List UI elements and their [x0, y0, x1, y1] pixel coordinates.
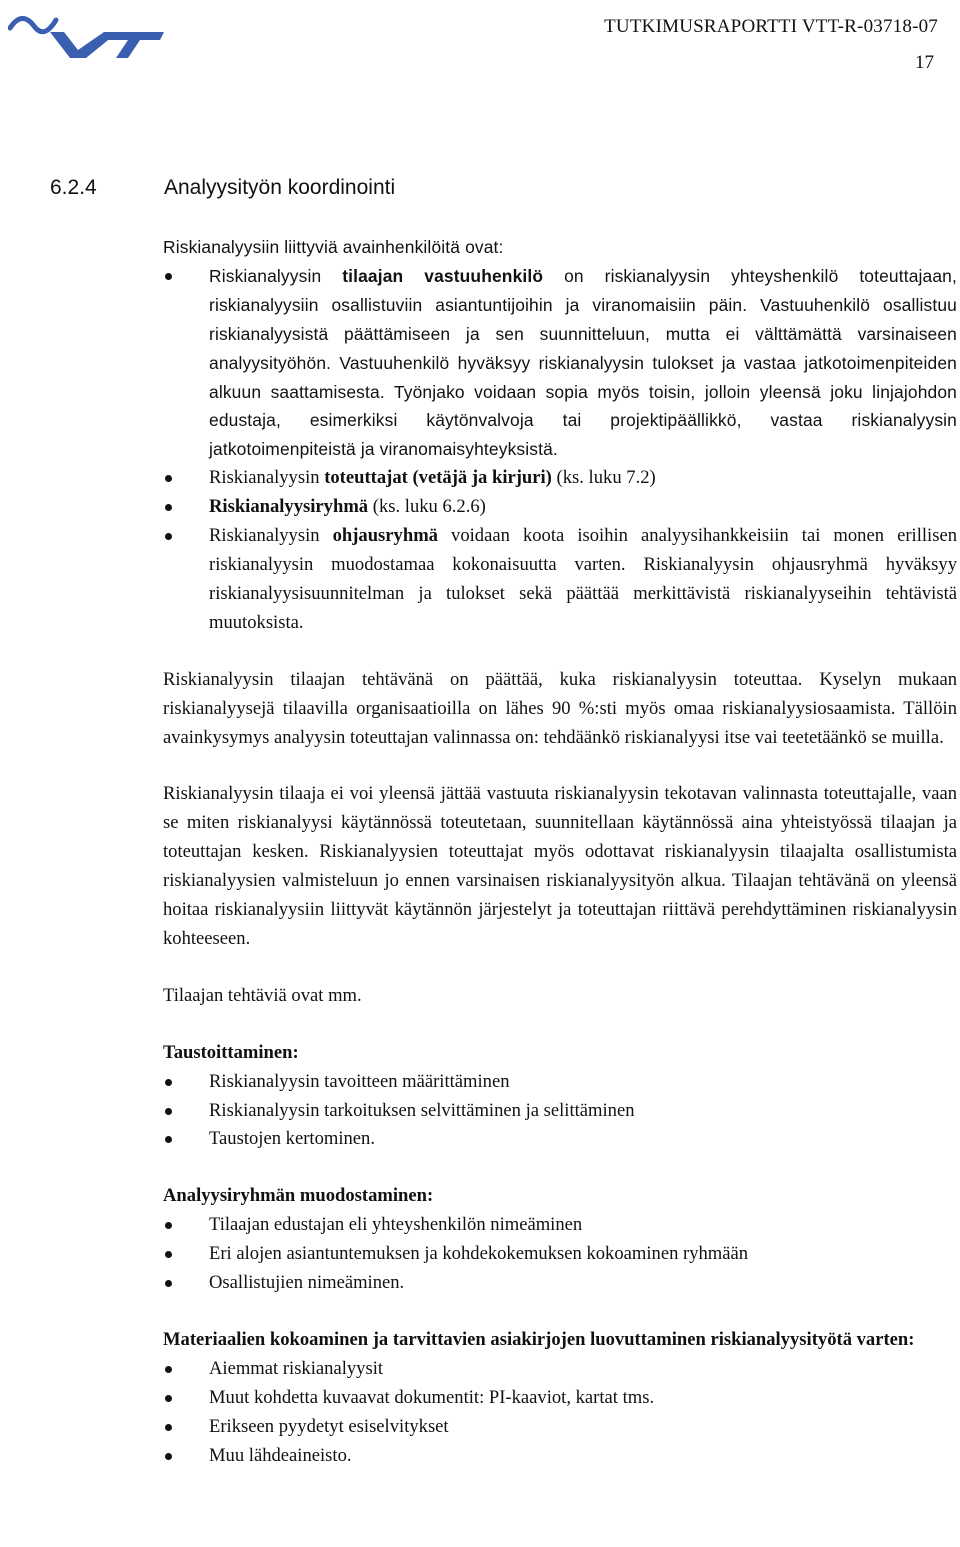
list-item: Erikseen pyydetyt esiselvitykset: [163, 1413, 957, 1442]
list-item-continued: Työnjako voidaan sopia myös toisin, jolloin yleensä joku linjajohdon edustaja, esimerkiksi käytönvalvoja tai projektipäällikkö, vastaa riskianalyysin jatkotoimenpiteistä ja viranomaisyhteyksistä.: [209, 381, 957, 460]
list-item: Riskianalyysin tilaajan vastuuhenkilö on riskianalyysin yhteyshenkilö toteuttajaan, riskianalyysiin osallistuviin asiantuntijoihin ja viranomaisiin päin. Vastuuhenkilö osallistuu riskianalyysistä päättämiseen ja sen suunnitteluun, mutta ei välttämättä varsinaiseen analyysityöhön. Vastuuhenkilö hyväksyy riskianalyysin tulokset ja vastaa jatkotoimenpiteiden alkuun saattamisesta. Työnjako voidaan sopia myös toisin, jolloin yleensä joku linjajohdon edustaja, esimerkiksi käytönvalvoja tai projektipäällikkö, vastaa riskianalyysin jatkotoimenpiteistä ja viranomaisyhteyksistä.: [163, 262, 957, 464]
list-item: Osallistujien nimeäminen.: [163, 1269, 957, 1298]
document-body: [163, 233, 957, 1471]
section-title: Analyysityön koordinointi: [164, 176, 396, 199]
list-item: Riskianalyysin toteuttajat (vetäjä ja kirjuri) (ks. luku 7.2): [163, 464, 957, 493]
key-persons-list: [163, 262, 957, 464]
paragraph-3: Tilaajan tehtäviä ovat mm.: [163, 984, 362, 1006]
page-number: 17: [915, 52, 934, 73]
list-item: Tilaajan edustajan eli yhteyshenkilön nimeäminen: [163, 1211, 957, 1240]
intro-lead: Riskianalyysiin liittyviä avainhenkilöitä ovat:: [163, 237, 504, 257]
list-materiaalit: [163, 1355, 957, 1471]
paragraph-1: Riskianalyysin tilaajan tehtävänä on päättää, kuka riskianalyysin toteuttaa. Kyselyn mukaan riskianalyysejä tilaavilla organisaatioilla on lähes 90 %:sti myös omaa riskianalyysiosaamista. Tällöin avainkysymys analyysin toteuttajan valinnassa on: tehdäänkö riskianalyysi itse vai teetetäänkö se muilla.: [163, 668, 957, 748]
list-item: Riskianalyysin tarkoituksen selvittäminen ja selittäminen: [163, 1097, 957, 1126]
list-item: Muu lähdeaineisto.: [163, 1442, 957, 1471]
paragraph-2: Riskianalyysin tilaaja ei voi yleensä jättää vastuuta riskianalyysin tekotavan valinnasta toteuttajalle, vaan se miten riskianalyysi käytännössä toteutetaan, suunnitellaan käytännössä aina yhteistyössä tilaajan ja toteuttajan kesken. Riskianalyysien toteuttajat myös odottavat riskianalyysin tilaajalta osallistumista riskianalyysien valmisteluun jo ennen varsinaisen riskianalyysityön alkua. Tilaajan tehtävänä on yleensä hoitaa riskianalyysiin liittyvät käytännön järjestelyt ja toteuttajan riittävä perehdyttäminen riskianalyysin kohteeseen.: [163, 783, 957, 949]
list-item: Aiemmat riskianalyysit: [163, 1355, 957, 1384]
list-item: Riskianalyysin ohjausryhmä voidaan koota isoihin analyysihankkeisiin tai monen erillisen riskianalyysin muodostamaa kokonaisuutta varten. Riskianalyysin ohjausryhmä hyväksyy riskianalyysisuunnitelman ja tulokset sekä päättää merkittävistä riskianalyyseihin tehtävistä muutoksista.: [163, 522, 957, 638]
report-id: TUTKIMUSRAPORTTI VTT-R-03718-07: [604, 16, 938, 37]
list-title-materiaalit: Materiaalien kokoaminen ja tarvittavien asiakirjojen luovuttaminen riskianalyysityötä varten:: [163, 1329, 915, 1350]
section-number: 6.2.4: [50, 176, 97, 199]
list-item: Riskianalyysin tavoitteen määrittäminen: [163, 1068, 957, 1097]
section-heading: [50, 176, 395, 200]
list-taustoittaminen: [163, 1068, 957, 1155]
list-item: Taustojen kertominen.: [163, 1125, 957, 1154]
key-persons-list-2: [163, 464, 957, 637]
list-item: Eri alojen asiantuntemuksen ja kohdekokemuksen kokoaminen ryhmään: [163, 1240, 957, 1269]
list-item: Riskianalyysiryhmä (ks. luku 6.2.6): [163, 493, 957, 522]
vtt-logo: [8, 6, 164, 58]
list-ryhma: [163, 1211, 957, 1298]
list-item: Muut kohdetta kuvaavat dokumentit: PI-kaaviot, kartat tms.: [163, 1384, 957, 1413]
list-title-ryhma: Analyysiryhmän muodostaminen:: [163, 1185, 434, 1207]
list-title-taustoittaminen: Taustoittaminen:: [163, 1041, 299, 1063]
